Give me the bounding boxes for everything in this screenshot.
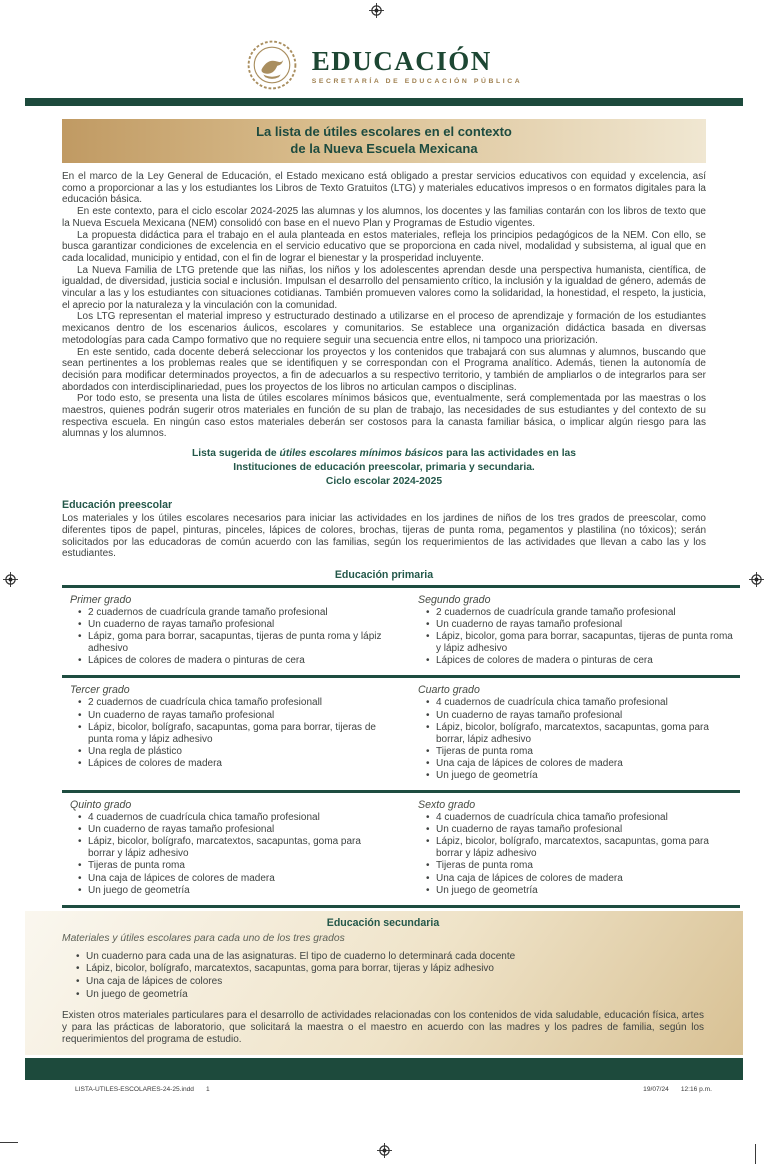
grade-title: Segundo grado bbox=[418, 593, 491, 606]
supply-item: • Tijeras de punta roma bbox=[426, 860, 734, 872]
heading-line3: Ciclo escolar 2024-2025 bbox=[325, 476, 443, 488]
supply-item: • 2 cuadernos de cuadrícula grande tamaño profesional bbox=[78, 607, 386, 619]
header bbox=[0, 0, 768, 94]
registration-mark-icon bbox=[377, 1143, 392, 1158]
secundaria-section bbox=[25, 911, 743, 1055]
intro-paragraph: La Nueva Familia de LTG pretende que las niñas, los niños y los adolescentes aprendan desde una perspectiva humanista, científica, de igualdad, de diversidad, justicia social e inclusión. Impulsan el desarrollo del pensamiento crítico, la inclusión y la igualdad de género, además de vincular a las y los estudiantes con situaciones cotidianas. También promueven valores como la solidaridad, la honestidad, el respeto, la justicia, el aprecio por la naturaleza y la vinculación con la comunidad. bbox=[62, 264, 706, 311]
supply-item: • Una caja de lápices de colores de madera bbox=[426, 873, 734, 885]
supply-item: • Un cuaderno de rayas tamaño profesional bbox=[426, 710, 734, 722]
footer-datetime bbox=[643, 1086, 712, 1093]
grade-cell-tercer bbox=[62, 682, 392, 782]
registration-mark-icon bbox=[369, 3, 384, 18]
supply-item: • Lápiz, bicolor, bolígrafo, sacapuntas, goma para borrar, tijeras de punta roma y lápiz adhesivo bbox=[78, 722, 386, 746]
primaria-heading: Educación primaria bbox=[334, 568, 434, 581]
supply-item: • Lápiz, goma para borrar, sacapuntas, tijeras de punta roma y lápiz adhesivo bbox=[78, 631, 386, 655]
supply-item: • Un juego de geometría bbox=[76, 989, 704, 1002]
intro-paragraph: En el marco de la Ley General de Educación, el Estado mexicano está obligado a prestar servicios educativos con equidad y excelencia, así como a proporcionar a las y los estudiantes los Libros de Texto Gratuitos (LTG) y materiales educativos impresos o en formatos digitales para la educación básica. bbox=[62, 171, 706, 206]
footer-page-indicator: 1 bbox=[205, 1086, 210, 1094]
grade-title: Quinto grado bbox=[70, 799, 132, 812]
mexican-coat-of-arms-icon bbox=[246, 39, 298, 91]
supply-item: • Lápices de colores de madera bbox=[78, 758, 386, 770]
footer-time: 12:16 p.m. bbox=[680, 1086, 712, 1094]
grade-title: Sexto grado bbox=[418, 799, 476, 812]
registration-mark-icon bbox=[749, 572, 764, 587]
supply-list bbox=[70, 697, 386, 770]
banner-line2: de la Nueva Escuela Mexicana bbox=[290, 140, 478, 156]
supply-item: • 4 cuadernos de cuadrícula chica tamaño profesional bbox=[426, 812, 734, 824]
supply-item: • Una caja de lápices de colores de madera bbox=[78, 873, 386, 885]
supply-item: • Tijeras de punta roma bbox=[78, 860, 386, 872]
supply-item: • Un cuaderno de rayas tamaño profesional bbox=[426, 619, 734, 631]
grade-title: Tercer grado bbox=[70, 684, 130, 697]
secundaria-supply-list bbox=[76, 951, 704, 1001]
title-banner bbox=[62, 119, 706, 163]
supply-item: • Una regla de plástico bbox=[78, 746, 386, 758]
supply-item: • 4 cuadernos de cuadrícula chica tamaño profesional bbox=[426, 697, 734, 709]
supply-item: • Lápices de colores de madera o pinturas de cera bbox=[78, 655, 386, 667]
banner-line1: La lista de útiles escolares en el contexto bbox=[256, 124, 512, 139]
grade-cell-segundo bbox=[410, 592, 740, 667]
heading-line2: Instituciones de educación preescolar, primaria y secundaria. bbox=[233, 462, 535, 474]
grade-title: Cuarto grado bbox=[418, 684, 480, 697]
grade-row bbox=[62, 793, 740, 908]
supply-list bbox=[418, 697, 734, 782]
preescolar-paragraph: Los materiales y los útiles escolares necesarios para iniciar las actividades en los jardines de niños de los tres grados de preescolar, como diferentes tipos de papel, pinturas, pinceles, lápices de colores, brochas, tijeras de punta roma, pegamentos y plastilina (no tóxicos); serán solicitados por las educadoras de común acuerdo con las familias, según los requerimientos de las actividades que llevan a cabo las y los estudiantes. bbox=[62, 513, 706, 560]
supply-list bbox=[418, 812, 734, 897]
heading-line1: Lista sugerida de útiles escolares mínimos básicos para las actividades en las bbox=[191, 448, 577, 460]
supply-item: • 2 cuadernos de cuadrícula chica tamaño profesionall bbox=[78, 697, 386, 709]
header-divider-bar bbox=[25, 98, 743, 106]
grade-cell-quinto bbox=[62, 797, 392, 897]
secundaria-closing-paragraph: Existen otros materiales particulares para el desarrollo de actividades relacionadas con los contenidos de vida saludable, educación física, artes y para las prácticas de laboratorio, que solicitará la maestra o el maestro en acuerdo con las madres y los padres de familia, según los requerimientos del programa de estudio. bbox=[62, 1010, 704, 1045]
supply-item: • Una caja de lápices de colores bbox=[76, 976, 704, 989]
suggested-list-heading bbox=[0, 447, 768, 489]
supply-item: • Un cuaderno para cada una de las asignaturas. El tipo de cuaderno lo determinará cada docente bbox=[76, 951, 704, 964]
grade-row bbox=[62, 678, 740, 793]
intro-paragraph: En este sentido, cada docente deberá seleccionar los proyectos y los contenidos que trabajará con sus alumnas y alumnos, buscando que sean pertinentes a los problemas reales que se identifiquen y se correspondan con el Programa analítico. Además, tienen la autonomía de decisión para modificar determinados proyectos, a fin de adecuarlos a su respectivo territorio, y también de ampliarlos o de integrarlos para ser abordados con interdisciplinariedad, pues los proyectos de los libros no articulan campos o disciplinas. bbox=[62, 346, 706, 393]
crop-mark bbox=[755, 1144, 756, 1164]
grade-title: Primer grado bbox=[70, 593, 132, 606]
intro-paragraph: La propuesta didáctica para el trabajo en el aula planteada en estos materiales, refleja los principios pedagógicos de la NEM. Con ello, se busca garantizar condiciones de excelencia en el servicio educativo que se proporciona en cada nivel, modalidad y subsistema, al igual que en cada localidad, municipio y entidad, con el fin de lograr el bienestar y la prosperidad incluyente. bbox=[62, 229, 706, 264]
intro-paragraph: Por todo esto, se presenta una lista de útiles escolares mínimos básicos que, eventualmente, será complementada por las maestras o los maestros, quienes podrán sugerir otros materiales en función de su plan de trabajo, las necesidades de sus estudiantes y del contexto de su respectiva escuela. En ningún caso estos materiales deberán ser costosos para la canasta familiar básica, o implicar algún riesgo para las alumnas y los alumnos. bbox=[62, 393, 706, 440]
supply-item: • Tijeras de punta roma bbox=[426, 746, 734, 758]
supply-item: • Un juego de geometría bbox=[426, 885, 734, 897]
registration-mark-icon bbox=[3, 572, 18, 587]
bottom-green-bar bbox=[25, 1058, 743, 1080]
supply-item: • 2 cuadernos de cuadrícula grande tamaño profesional bbox=[426, 607, 734, 619]
crop-mark bbox=[0, 1142, 18, 1143]
logo-subtitle: SECRETARÍA DE EDUCACIÓN PÚBLICA bbox=[311, 77, 523, 85]
intro-paragraphs bbox=[62, 171, 706, 440]
supply-item: • Lápices de colores de madera o pinturas de cera bbox=[426, 655, 734, 667]
supply-list bbox=[70, 607, 386, 667]
supply-item: • Un cuaderno de rayas tamaño profesional bbox=[78, 710, 386, 722]
supply-item: • Lápiz, bicolor, bolígrafo, marcatextos, sacapuntas, goma para borrar y lápiz adhesivo bbox=[78, 836, 386, 860]
print-footer bbox=[75, 1086, 712, 1093]
supply-item: • Lápiz, bicolor, goma para borrar, sacapuntas, tijeras de punta roma y lápiz adhesivo bbox=[426, 631, 734, 655]
supply-item: • Un cuaderno de rayas tamaño profesional bbox=[78, 619, 386, 631]
footer-file-info bbox=[75, 1086, 210, 1093]
intro-paragraph: Los LTG representan el material impreso y estructurado destinado a utilizarse en el proceso de aprendizaje y formación de los estudiantes mexicanos dentro de los escenarios áulicos, escolares y comunitarios. Se establece una organización didáctica basada en diversas metodologías para cada Campo formativo que no requiere seguir una secuencia entre ellos, ni tampoco una priorización. bbox=[62, 311, 706, 346]
supply-item: • Un cuaderno de rayas tamaño profesional bbox=[78, 824, 386, 836]
supply-item: • Un juego de geometría bbox=[426, 770, 734, 782]
supply-list bbox=[70, 812, 386, 897]
logo-text bbox=[312, 46, 523, 85]
intro-paragraph: En este contexto, para el ciclo escolar 2024-2025 las alumnas y los alumnos, los docentes y las familias contarán con los libros de texto que la Nueva Escuela Mexicana (NEM) consolidó con base en el nuevo Plan y Programas de Estudio vigentes. bbox=[62, 206, 706, 229]
supply-item: • 4 cuadernos de cuadrícula chica tamaño profesional bbox=[78, 812, 386, 824]
supply-item: • Una caja de lápices de colores de madera bbox=[426, 758, 734, 770]
supply-item: • Lápiz, bicolor, bolígrafo, marcatextos, sacapuntas, goma para borrar, lápiz adhesivo bbox=[426, 722, 734, 746]
supply-item: • Lápiz, bicolor, bolígrafo, marcatextos, sacapuntas, goma para borrar, tijeras y lápiz adhesivo bbox=[76, 963, 704, 976]
supply-item: • Lápiz, bicolor, bolígrafo, marcatextos, sacapuntas, goma para borrar y lápiz adhesivo bbox=[426, 836, 734, 860]
supply-item: • Un juego de geometría bbox=[78, 885, 386, 897]
grade-cell-primer bbox=[62, 592, 392, 667]
preescolar-heading: Educación preescolar bbox=[62, 499, 173, 512]
logo-title: EDUCACIÓN bbox=[311, 45, 492, 76]
supply-item: • Un cuaderno de rayas tamaño profesional bbox=[426, 824, 734, 836]
grade-row bbox=[62, 588, 740, 678]
secundaria-heading: Educación secundaria bbox=[326, 916, 440, 929]
footer-file-label: LISTA-UTILES-ESCOLARES-24-25.indd bbox=[75, 1086, 194, 1094]
supply-list bbox=[418, 607, 734, 667]
footer-date: 19/07/24 bbox=[643, 1086, 669, 1094]
primaria-grade-table bbox=[62, 585, 740, 908]
secundaria-subtitle: Materiales y útiles escolares para cada uno de los tres grados bbox=[62, 932, 345, 944]
grade-cell-sexto bbox=[410, 797, 740, 897]
grade-cell-cuarto bbox=[410, 682, 740, 782]
